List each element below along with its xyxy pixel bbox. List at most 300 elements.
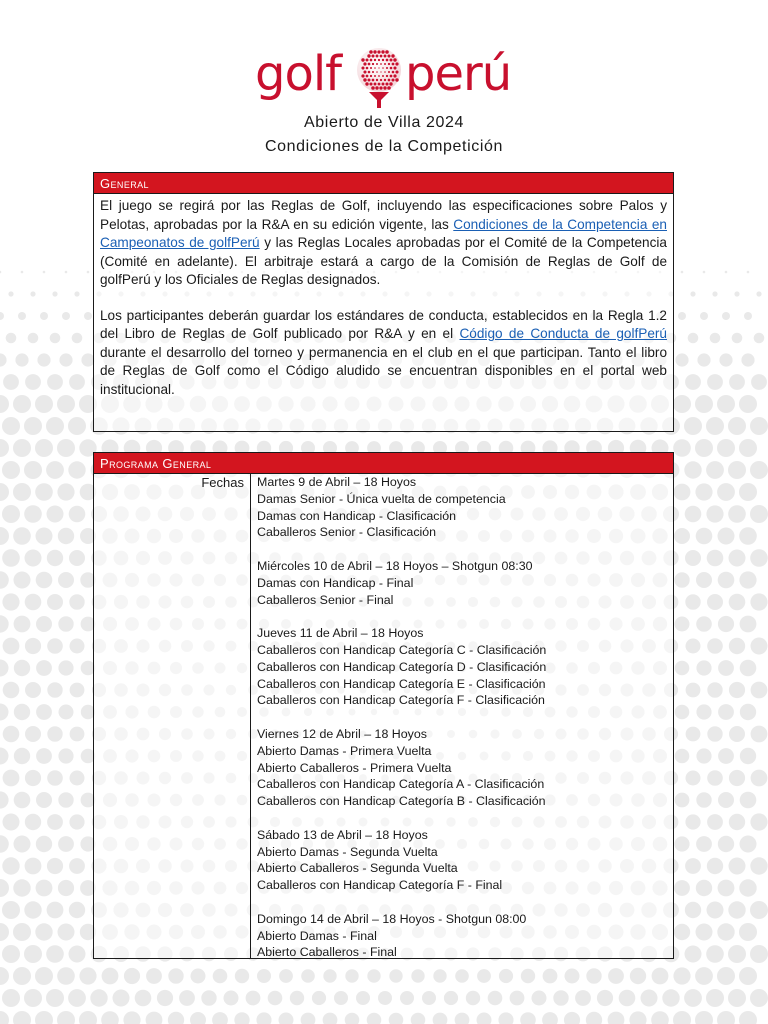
- background-dot: [301, 1013, 316, 1024]
- ball-dimple: [381, 50, 384, 53]
- background-dot: [36, 616, 52, 632]
- background-dot: [235, 969, 249, 983]
- background-dot: [43, 271, 46, 274]
- background-dot: [2, 593, 19, 610]
- background-dot: [674, 880, 690, 896]
- background-dot: [90, 989, 107, 1006]
- ball-dimple: [389, 82, 392, 85]
- background-dot: [741, 353, 754, 366]
- background-dot: [695, 483, 712, 500]
- background-dot: [703, 271, 706, 274]
- background-dot: [14, 704, 30, 720]
- background-dot: [718, 792, 734, 808]
- background-dot: [684, 989, 702, 1007]
- background-dot: [58, 836, 74, 852]
- background-dot: [751, 374, 767, 390]
- background-dot: [728, 989, 746, 1007]
- ball-dimple: [371, 86, 375, 90]
- background-dot: [69, 594, 84, 609]
- ball-dimple: [368, 63, 371, 66]
- background-dot: [750, 461, 768, 479]
- general-paragraph-1: [100, 197, 667, 290]
- schedule-event: Abierto Caballeros - Final: [257, 945, 397, 960]
- background-dot: [695, 395, 713, 413]
- background-dot: [400, 991, 414, 1005]
- background-dot: [674, 572, 689, 587]
- competition-conditions-link[interactable]: Condiciones de la Competencia en Campeonatos de golfPerú: [100, 216, 667, 250]
- ball-dimple: [384, 63, 386, 65]
- background-dot: [707, 682, 722, 697]
- background-dot: [14, 616, 31, 633]
- background-dot: [718, 836, 734, 852]
- background-dot: [575, 990, 591, 1006]
- background-dot: [68, 461, 85, 478]
- schedule-event: Caballeros con Handicap Categoría B - Clasificación: [257, 794, 546, 809]
- ball-dimple: [388, 79, 391, 82]
- background-dot: [729, 550, 746, 567]
- background-dot: [619, 990, 636, 1007]
- background-dot: [695, 967, 713, 985]
- ball-dimple: [391, 54, 394, 57]
- background-dot: [686, 639, 701, 654]
- background-dot: [697, 353, 710, 366]
- background-dot: [718, 660, 734, 676]
- background-dot: [57, 395, 75, 413]
- background-dot: [728, 901, 745, 918]
- background-dot: [740, 660, 757, 677]
- general-p2-text-a: Los participantes deberán guardar los estándares de conducta, establecidos en la Regla 1.2 del Libro de Reglas de Golf publicado por R&A y en el: [100, 307, 667, 341]
- ball-dimple: [379, 86, 382, 89]
- background-dot: [257, 969, 271, 983]
- background-dot: [25, 374, 41, 390]
- background-dot: [675, 617, 690, 632]
- background-dot: [79, 967, 96, 984]
- background-dot: [323, 969, 336, 982]
- background-dot: [722, 312, 730, 320]
- background-dot: [707, 814, 723, 830]
- background-dot: [58, 924, 75, 941]
- schedule-spacer: [257, 894, 667, 911]
- background-dot: [750, 989, 768, 1007]
- background-dot: [729, 594, 746, 611]
- ball-dimple: [373, 50, 376, 53]
- ball-dimple: [387, 86, 391, 90]
- background-dot: [710, 333, 721, 344]
- ball-dimple: [388, 71, 390, 73]
- ball-dimple: [391, 78, 394, 81]
- background-dot: [717, 395, 735, 413]
- background-dot: [685, 902, 701, 918]
- background-dot: [750, 857, 767, 874]
- background-dot: [37, 353, 50, 366]
- ball-dimple: [368, 71, 371, 74]
- ball-dimple: [374, 83, 377, 86]
- background-dot: [65, 271, 68, 274]
- background-dot: [586, 968, 601, 983]
- background-dot: [751, 638, 768, 655]
- ball-dimple: [370, 67, 372, 69]
- background-dot: [685, 506, 702, 523]
- background-dot: [279, 1013, 294, 1024]
- background-dot: [59, 353, 72, 366]
- ball-dimple: [395, 62, 398, 65]
- background-dot: [641, 990, 658, 1007]
- ball-dimple: [367, 78, 370, 81]
- background-dot: [629, 1011, 646, 1024]
- ball-dimple: [382, 83, 385, 86]
- background-dot: [179, 990, 195, 1006]
- schedule-event: Caballeros con Handicap Categoría D - Clasificación: [257, 659, 547, 674]
- background-dot: [191, 969, 206, 984]
- general-body: [94, 194, 673, 399]
- background-dot: [729, 638, 745, 654]
- background-dot: [750, 549, 768, 567]
- ball-dimple: [361, 58, 364, 61]
- background-dot: [739, 483, 757, 501]
- background-dot: [13, 395, 31, 413]
- background-dot: [685, 946, 702, 963]
- general-p1-text-b: y las Reglas Locales aprobadas por el Comité de la Competencia (Comité en adelante). El arbitraje estará a cargo de la Comisión de Reglas de Golf de golfPerú y los Oficiales de Reglas designados.: [100, 235, 667, 287]
- schedule-event: Abierto Damas - Final: [257, 928, 377, 943]
- background-dot: [101, 1011, 119, 1024]
- background-dot: [686, 771, 701, 786]
- background-dot: [35, 395, 53, 413]
- background-dot: [58, 528, 74, 544]
- ball-dimple: [371, 54, 374, 57]
- background-dot: [168, 968, 183, 983]
- ball-dimple: [385, 82, 388, 85]
- background-dot: [740, 748, 756, 764]
- ball-dimple: [363, 62, 366, 65]
- background-dot: [24, 417, 42, 435]
- background-dot: [35, 923, 52, 940]
- background-dot: [102, 968, 119, 985]
- background-dot: [13, 879, 30, 896]
- background-dot: [696, 924, 713, 941]
- background-dot: [678, 312, 686, 320]
- background-dot: [707, 770, 723, 786]
- background-dot: [58, 748, 73, 763]
- background-dot: [24, 901, 41, 918]
- background-dot: [499, 969, 513, 983]
- background-dot: [367, 1013, 382, 1024]
- general-p2-text-b: durante el desarrollo del torneo y permanencia en el club en el que participan. Tanto el libro de Reglas de Golf como el Código aludido se encuentran disponibles en el portal web institucional.: [100, 344, 667, 397]
- ball-dimple: [392, 63, 395, 66]
- ball-dimple: [395, 70, 398, 73]
- background-dot: [675, 705, 690, 720]
- general-paragraph-2: [100, 307, 667, 400]
- background-dot: [695, 1011, 713, 1024]
- schedule-spacer: [257, 541, 667, 558]
- background-dot: [46, 945, 64, 963]
- background-dot: [35, 967, 53, 985]
- background-dot: [750, 945, 768, 963]
- ball-dimple: [384, 71, 386, 73]
- background-dot: [751, 682, 768, 699]
- background-dot: [728, 505, 746, 523]
- background-dot: [739, 879, 756, 896]
- ball-dimple: [376, 79, 378, 81]
- background-dot: [2, 945, 20, 963]
- background-dot: [69, 902, 85, 918]
- background-dot: [21, 271, 24, 274]
- background-dot: [553, 990, 568, 1005]
- background-dot: [84, 312, 92, 320]
- background-dot: [69, 374, 85, 390]
- background-dot: [28, 333, 39, 344]
- background-dot: [0, 439, 9, 457]
- schedule-event: Damas Senior - Única vuelta de competencia: [257, 491, 506, 506]
- background-dot: [389, 1013, 404, 1024]
- schedule-list: [257, 474, 667, 961]
- background-dot: [688, 333, 699, 344]
- ball-dimple: [365, 82, 368, 85]
- background-dot: [36, 528, 53, 545]
- background-dot: [69, 506, 86, 523]
- background-dot: [675, 793, 690, 808]
- background-dot: [312, 991, 326, 1005]
- background-dot: [24, 989, 42, 1007]
- background-dot: [279, 969, 293, 983]
- background-dot: [750, 417, 768, 435]
- background-dot: [36, 880, 53, 897]
- background-dot: [0, 571, 9, 589]
- background-dot: [70, 771, 85, 786]
- background-dot: [59, 705, 74, 720]
- background-dot: [739, 395, 757, 413]
- background-dot: [268, 991, 283, 1006]
- document-subtitle: Condiciones de la Competición: [265, 138, 503, 155]
- ball-dimple: [369, 82, 372, 85]
- ball-dimple: [375, 86, 378, 89]
- background-dot: [47, 506, 64, 523]
- background-dot: [69, 946, 86, 963]
- ball-dimple: [382, 59, 384, 61]
- background-dot: [707, 726, 722, 741]
- background-dot: [79, 1011, 97, 1024]
- background-dot: [662, 989, 679, 1006]
- ball-dimple: [380, 55, 383, 58]
- background-dot: [685, 814, 700, 829]
- schedule-spacer: [257, 709, 667, 726]
- background-dot: [2, 857, 19, 874]
- background-dot: [520, 1012, 536, 1024]
- background-dot: [50, 333, 61, 344]
- background-dot: [739, 439, 757, 457]
- background-dot: [68, 417, 86, 435]
- schedule-label-fechas: Fechas: [94, 474, 251, 958]
- background-dot: [466, 991, 480, 1005]
- background-dot: [712, 291, 717, 296]
- background-dot: [696, 572, 712, 588]
- background-dot: [0, 312, 4, 320]
- background-dot: [68, 989, 86, 1007]
- background-dot: [0, 527, 9, 545]
- background-dot: [201, 990, 216, 1005]
- schedule-table: [94, 474, 673, 958]
- background-dot: [58, 572, 74, 588]
- ball-dimple: [380, 63, 382, 65]
- background-dot: [123, 1011, 140, 1024]
- background-dot: [25, 814, 41, 830]
- background-dot: [706, 461, 724, 479]
- ball-dimple: [365, 58, 368, 61]
- ball-dimple: [378, 67, 379, 68]
- background-dot: [696, 792, 711, 807]
- background-dot: [36, 748, 52, 764]
- background-dot: [732, 333, 743, 344]
- background-dot: [58, 792, 73, 807]
- schedule-event: Caballeros con Handicap Categoría E - Clasificación: [257, 676, 546, 691]
- schedule-event: Caballeros con Handicap Categoría F - Clasificación: [257, 693, 545, 708]
- background-dot: [301, 969, 315, 983]
- background-dot: [69, 858, 85, 874]
- background-dot: [0, 879, 9, 897]
- background-dot: [564, 1012, 580, 1024]
- schedule-event: Abierto Damas - Primera Vuelta: [257, 743, 432, 758]
- background-dot: [74, 291, 79, 296]
- background-dot: [707, 374, 723, 390]
- ball-dimple: [376, 55, 379, 58]
- background-dot: [750, 505, 768, 523]
- background-dot: [686, 683, 701, 698]
- background-dot: [0, 271, 1, 274]
- background-dot: [740, 704, 756, 720]
- background-dot: [707, 638, 723, 654]
- ball-dimple: [395, 78, 398, 81]
- background-dot: [146, 1012, 163, 1024]
- background-dot: [2, 989, 20, 1007]
- general-p1-text-a: El juego se regirá por las Reglas de Golf, incluyendo las especificaciones sobre Palos y Pelotas, aprobadas por la R&A en su edición vigente, las: [100, 198, 667, 232]
- schedule-day-heading: Domingo 14 de Abril – 18 Hoyos - Shotgun 08:00: [257, 911, 527, 926]
- background-dot: [696, 616, 712, 632]
- background-dot: [700, 312, 708, 320]
- background-dot: [750, 593, 767, 610]
- background-dot: [25, 858, 42, 875]
- ball-dimple: [392, 71, 395, 74]
- background-dot: [718, 748, 734, 764]
- background-dot: [0, 353, 7, 366]
- background-dot: [707, 594, 723, 610]
- background-dot: [47, 594, 63, 610]
- general-section: [93, 172, 674, 432]
- background-dot: [433, 969, 446, 982]
- background-dot: [675, 749, 690, 764]
- background-dot: [58, 616, 73, 631]
- background-dot: [212, 1012, 228, 1024]
- background-dot: [543, 969, 558, 984]
- ball-dimple: [387, 54, 390, 57]
- background-dot: [168, 1012, 184, 1024]
- ball-dimple: [370, 75, 372, 77]
- background-dot: [52, 291, 57, 296]
- background-dot: [6, 333, 17, 344]
- ball-dimple: [377, 50, 380, 53]
- background-dot: [213, 969, 228, 984]
- logo-text-peru: perú: [405, 46, 512, 102]
- background-dot: [70, 683, 85, 698]
- background-dot: [13, 923, 31, 941]
- ball-dimple: [366, 67, 369, 70]
- ball-dimple: [388, 63, 390, 65]
- schedule-event: Caballeros con Handicap Categoría C - Clasificación: [257, 642, 547, 657]
- background-dot: [718, 616, 734, 632]
- background-dot: [542, 1012, 558, 1024]
- background-dot: [696, 748, 711, 763]
- background-dot: [674, 924, 690, 940]
- ball-dimple: [378, 75, 380, 77]
- background-dot: [3, 682, 20, 699]
- background-dot: [718, 880, 735, 897]
- ball-dimple: [372, 79, 375, 82]
- background-dot: [673, 395, 691, 413]
- schedule-day-heading: Miércoles 10 de Abril – 18 Hoyos – Shotgun 08:30: [257, 558, 533, 573]
- background-dot: [696, 660, 711, 675]
- ball-dimple: [363, 70, 366, 73]
- background-dot: [14, 660, 30, 676]
- background-dot: [124, 968, 140, 984]
- background-dot: [113, 990, 130, 1007]
- background-dot: [47, 374, 63, 390]
- background-dot: [734, 291, 739, 296]
- background-dot: [455, 969, 469, 983]
- background-dot: [8, 291, 13, 296]
- background-dot: [718, 572, 735, 589]
- background-dot: [47, 550, 63, 566]
- ball-dimple: [369, 50, 373, 54]
- code-of-conduct-link[interactable]: Código de Conducta de golfPerú: [459, 326, 667, 341]
- background-dot: [3, 814, 20, 831]
- logo-text-golf: golf: [255, 46, 342, 102]
- ball-dimple: [390, 67, 393, 70]
- background-dot: [608, 1012, 625, 1024]
- background-dot: [46, 989, 64, 1007]
- background-dot: [58, 880, 74, 896]
- background-dot: [739, 967, 757, 985]
- background-dot: [718, 704, 734, 720]
- background-dot: [684, 417, 702, 435]
- background-dot: [729, 858, 746, 875]
- background-dot: [685, 374, 701, 390]
- background-dot: [13, 483, 31, 501]
- background-dot: [0, 791, 9, 808]
- background-dot: [46, 417, 64, 435]
- background-dot: [0, 1011, 9, 1024]
- ball-dimple: [382, 67, 384, 69]
- background-dot: [87, 271, 90, 274]
- background-dot: [675, 661, 690, 676]
- background-dot: [707, 902, 724, 919]
- background-dot: [739, 1011, 757, 1024]
- background-dot: [47, 682, 62, 697]
- schedule-day-heading: Sábado 13 de Abril – 18 Hoyos: [257, 827, 428, 842]
- background-dot: [651, 1011, 669, 1024]
- background-dot: [674, 528, 690, 544]
- background-dot: [356, 991, 370, 1005]
- background-dot: [684, 461, 701, 478]
- background-dot: [345, 969, 358, 982]
- schedule-day-heading: Jueves 11 de Abril – 18 Hoyos: [257, 626, 424, 641]
- background-dot: [750, 901, 768, 919]
- background-dot: [70, 727, 85, 742]
- background-dot: [706, 417, 724, 435]
- background-dot: [367, 969, 380, 982]
- background-dot: [729, 814, 745, 830]
- background-dot: [3, 638, 20, 655]
- background-dot: [0, 967, 9, 985]
- background-dot: [57, 967, 75, 985]
- background-dot: [14, 792, 31, 809]
